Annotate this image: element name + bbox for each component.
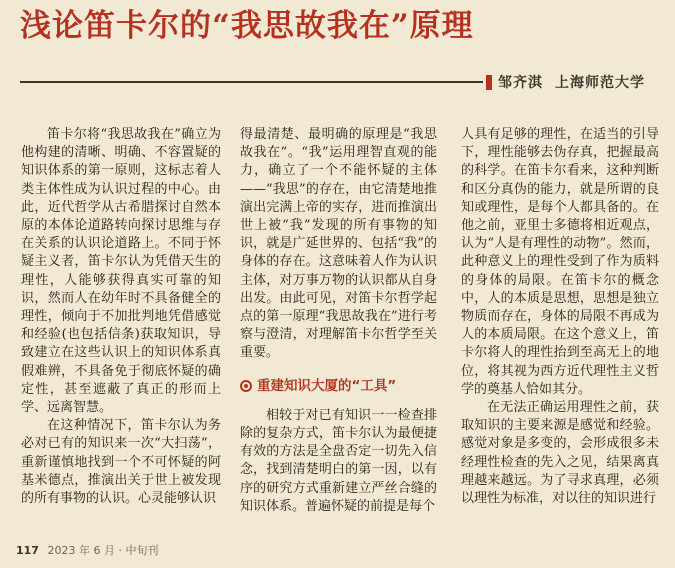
text-column-3	[461, 126, 659, 522]
article-title: 浅论笛卡尔的“我思故我在”原理	[20, 8, 474, 44]
paragraph: 人具有足够的理性，在适当的引导下，理性能够去伪存真，把握最高的科学。在笛卡尔看来，这种判断和区分真伪的能力，就是所谓的良知或理性，是每个人都具备的。在他之前，亚里士多德将相近观点，认为“人是有理性的动物”。然而，此种意义上的理性受到了作为质料的身体的局限。在笛卡尔的概念中，人的本质是思想，思想是独立物质而存在，身体的局限不再成为人的本质局限。在这个意义上，笛卡尔将人的理性抬到至高无上的地位，将其视为西方近代理性主义哲学的奠基人恰如其分。	[461, 127, 659, 397]
byline-divider	[20, 81, 483, 83]
text-column-2	[240, 126, 437, 522]
paragraph: 相较于对已有知识一一检查排除的复杂方式，笛卡尔认为最便捷有效的方法是全盘否定一切先入信念，找到清楚明白的第一因，以有序的研究方式重新建立严丝合缝的知识体系。普遍怀疑的前提是每个	[240, 407, 437, 514]
red-bar-icon	[486, 75, 492, 90]
author-name: 邹齐淇	[498, 75, 543, 91]
paragraph: 在这种情况下，笛卡尔认为务必对已有的知识来一次“大扫荡”，重新谨慎地找到一个不可怀疑的阿基米德点，推演出关于世上被发现的所有事物的认识。心灵能够认识	[21, 418, 221, 507]
page-number: 117	[16, 544, 39, 557]
page-footer	[16, 542, 158, 558]
paragraph: 在无法正确运用理性之前，获取知识的主要来源是感觉和经验。感觉对象是多变的，会形成很多未经理性检查的先入之见，结果离真理越来越远。为了寻求真理，必须以理性为标准，对以往的知识进行	[461, 400, 659, 507]
issue-info: 2023 年 6 月 · 中旬刊	[47, 544, 159, 557]
paragraph: 笛卡尔将“我思故我在”确立为他构建的清晰、明确、不容置疑的知识体系的第一原则，这标志着人类主体性成为认识过程的中心。由此，近代哲学从古希腊探讨自然本原的本体论道路转向探讨思维与存在关系的认识论道路上。不同于怀疑主义者，笛卡尔认为凭借天生的理性，人能够获得真实可靠的知识，然而人在幼年时不具备健全的理性，倾向于不加批判地凭借感觉和经验(也包括信条)获取知识，导致建立在这些认识上的知识体系真假难辨，不具备免于彻底怀疑的确定性，甚至遮蔽了真正的形而上学、远离智慧。	[21, 127, 221, 416]
section-heading-text: 重建知识大厦的“工具”	[257, 377, 397, 394]
byline	[498, 72, 645, 92]
paragraph: 得最清楚、最明确的原理是“我思故我在”。“我”运用理智直观的能力，确立了一个不能怀疑的主体——“我思”的存在，由它清楚地推演出完满上帝的实存，进而推演出世上被“我”发现的所有事物的知识，就是广延世界的、包括“我”的身体的存在。这意味着人作为认识主体，对万事万物的认识都从自身出发。由此可见，对笛卡尔哲学起点的第一原理“我思故我在”进行考察与澄清，对理解笛卡尔哲学至关重要。	[240, 127, 437, 361]
author-affiliation: 上海师范大学	[555, 75, 645, 91]
section-heading	[240, 377, 437, 395]
target-circle-icon	[240, 380, 252, 392]
text-column-1	[21, 126, 221, 522]
